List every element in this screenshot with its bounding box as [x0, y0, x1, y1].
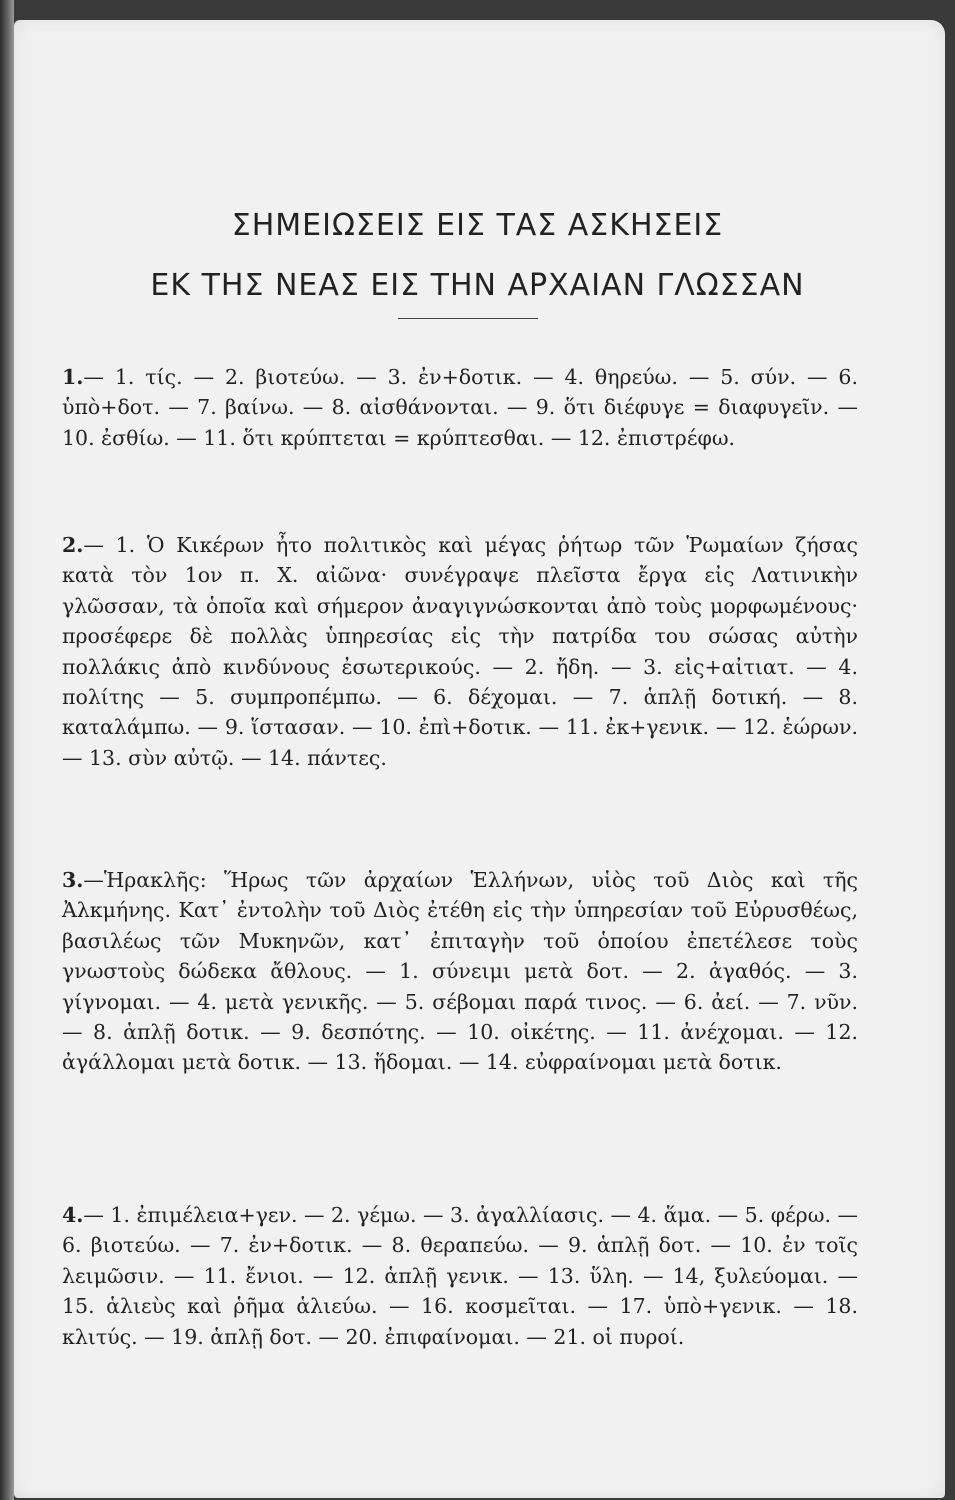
exercise-note-1 [62, 362, 858, 453]
title-divider [398, 318, 538, 319]
exercise-number: 4. [62, 1203, 84, 1227]
exercise-note-text: — 1. Ὁ Κικέρων ἦτο πολιτικὸς καὶ μέγας ῥήτωρ τῶν Ῥωμαίων ζήσας κατὰ τὸν 1ον π. Χ. αἰῶνα· συνέγραψε πλεῖστα ἔργα εἰς Λατινικὴν γλῶσσαν, τὰ ὁποῖα καὶ σήμερον ἀναγιγνώσκονται ἀπὸ τοὺς μορφωμένους· προσέφερε δὲ πολλὰς ὑπηρεσίας εἰς τὴν πατρίδα του σώσας αὐτὴν πολλάκις ἀπὸ κινδύνους ἐσωτερικούς. — 2. ἤδη. — 3. εἰς+αἰτιατ. — 4. πολίτης — 5. συμπροπέμπω. — 6. δέχομαι. — 7. ἁπλῇ δοτική. — 8. καταλάμπω. — 9. ἵστασαν. — 10. ἐπὶ+δοτικ. — 11. ἐκ+γενικ. — 12. ἑώρων. — 13. σὺν αὐτῷ. — 14. πάντες. [62, 533, 858, 770]
exercise-note-4 [62, 1200, 858, 1352]
exercise-note-text: — 1. τίς. — 2. βιοτεύω. — 3. ἐν+δοτικ. — 4. θηρεύω. — 5. σύν. — 6. ὑπὸ+δοτ. — 7. βαίνω. — 8. αἰσθάνονται. — 9. ὅτι διέφυγε = διαφυγεῖν. — 10. ἐσθίω. — 11. ὅτι κρύπτεται = κρύπτεσθαι. — 12. ἐπιστρέφω. [62, 365, 858, 450]
exercise-note-text: —Ἡρακλῆς: Ἥρως τῶν ἀρχαίων Ἑλλήνων, υἱὸς τοῦ Διὸς καὶ τῆς Ἀλκμήνης. Κατ᾽ ἐντολὴν τοῦ Διὸς ἐτέθη εἰς τὴν ὑπηρεσίαν τοῦ Εὐρυσθέως, βασιλέως τῶν Μυκηνῶν, κατ᾽ ἐπιταγὴν τοῦ ὁποίου ἐπετέλεσε τοὺς γνωστοὺς δώδεκα ἄθλους. — 1. σύνειμι μετὰ δοτ. — 2. ἀγαθός. — 3. γίγνομαι. — 4. μετὰ γενικῆς. — 5. σέβομαι παρά τινος. — 6. ἀεί. — 7. νῦν. — 8. ἁπλῇ δοτικ. — 9. δεσπότης. — 10. οἰκέτης. — 11. ἀνέχομαι. — 12. ἀγάλλομαι μετὰ δοτικ. — 13. ἥδομαι. — 14. εὐφραίνομαι μετὰ δοτικ. [62, 868, 858, 1075]
exercise-note-3 [62, 865, 858, 1078]
exercise-number: 1. [62, 365, 84, 389]
exercise-number: 3. [62, 868, 84, 892]
page-title-line-2: ΕΚ ΤΗΣ ΝΕΑΣ ΕΙΣ ΤΗΝ ΑΡΧΑΙΑΝ ΓΛΩΣΣΑΝ [150, 268, 805, 303]
exercise-number: 2. [62, 533, 84, 557]
page-title-line-1: ΣΗΜΕΙΩΣΕΙΣ ΕΙΣ ΤΑΣ ΑΣΚΗΣΕΙΣ [231, 208, 724, 243]
exercise-note-2 [62, 530, 858, 773]
exercise-note-text: — 1. ἐπιμέλεια+γεν. — 2. γέμω. — 3. ἀγαλλίασις. — 4. ἅμα. — 5. φέρω. — 6. βιοτεύω. — 7. ἐν+δοτικ. — 8. θεραπεύω. — 9. ἁπλῇ δοτ. — 10. ἐν τοῖς λειμῶσιν. — 11. ἔνιοι. — 12. ἁπλῇ γενικ. — 13. ὕλη. — 14, ξυλεύομαι. — 15. ἁλιεὺς καὶ ῥῆμα ἁλιεύω. — 16. κοσμεῖται. — 17. ὑπὸ+γενικ. — 18. κλιτύς. — 19. ἁπλῇ δοτ. — 20. ἐπιφαίνομαι. — 21. οἱ πυροί. [62, 1203, 858, 1349]
